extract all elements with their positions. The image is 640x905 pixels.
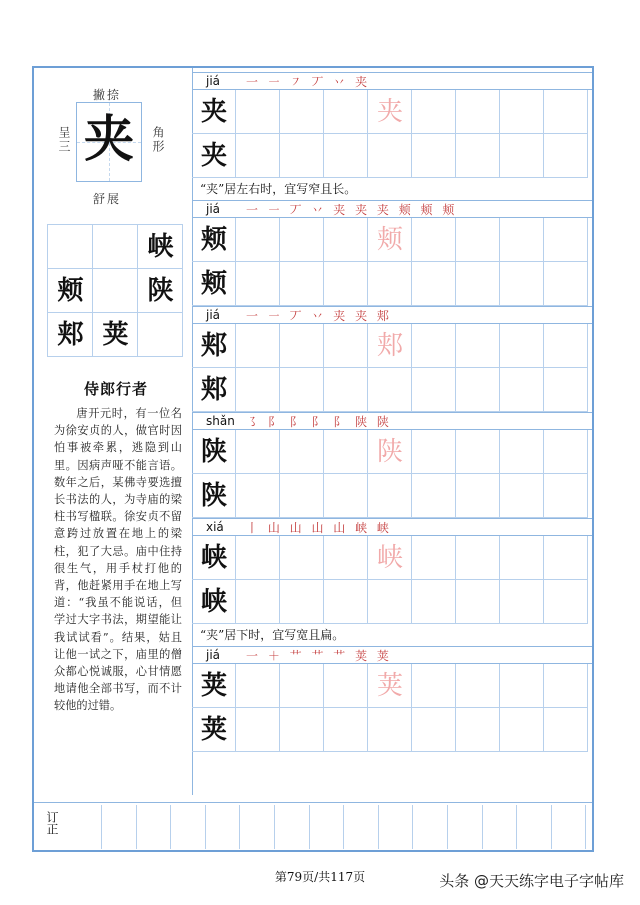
key-label-left: 呈三 <box>57 126 71 154</box>
correction-cell[interactable] <box>379 805 413 849</box>
pinyin-label: jiá <box>206 74 221 88</box>
correction-cell[interactable] <box>552 805 586 849</box>
page-number: 第79页/共117页 <box>274 870 366 884</box>
model-char: 颊 <box>200 269 227 299</box>
practice-grid-row <box>192 262 592 306</box>
key-label-bottom: 舒展 <box>93 192 122 206</box>
practice-cell[interactable] <box>324 324 368 368</box>
correction-cell[interactable] <box>276 805 310 849</box>
stroke-order: 一 ㇐ ㇇ 丆 丷 夹 <box>246 75 371 89</box>
practice-cell[interactable] <box>324 580 368 624</box>
stroke-order: 一 ㇐ 丆 丷 夹 夹 夹 颊 颊 颊 <box>246 203 458 217</box>
pinyin-row <box>192 306 592 324</box>
practice-cell[interactable] <box>456 536 500 580</box>
practice-cell[interactable] <box>456 134 500 178</box>
practice-cell[interactable] <box>236 134 280 178</box>
practice-cell[interactable] <box>412 90 456 134</box>
model-char: 峡 <box>200 543 227 573</box>
trace-char: 郏 <box>376 331 403 361</box>
practice-cell[interactable] <box>544 262 588 306</box>
practice-cell[interactable] <box>324 368 368 412</box>
pinyin-label: jiá <box>206 308 221 322</box>
practice-cell[interactable] <box>236 536 280 580</box>
mini-grid-char <box>93 269 138 313</box>
practice-cell[interactable] <box>412 430 456 474</box>
practice-cell[interactable] <box>236 90 280 134</box>
practice-cell[interactable] <box>280 368 324 412</box>
practice-cell[interactable] <box>500 368 544 412</box>
practice-cell[interactable] <box>456 262 500 306</box>
correction-cell[interactable] <box>206 805 240 849</box>
practice-cell[interactable] <box>236 368 280 412</box>
model-char: 郏 <box>200 375 227 405</box>
practice-cell[interactable] <box>456 664 500 708</box>
practice-grid-row <box>192 430 592 474</box>
practice-cell[interactable] <box>280 474 324 518</box>
practice-cell[interactable] <box>236 430 280 474</box>
model-char: 夹 <box>200 97 227 127</box>
practice-cell[interactable] <box>236 708 280 752</box>
correction-cell[interactable] <box>137 805 171 849</box>
practice-cell[interactable] <box>280 664 324 708</box>
practice-cell[interactable] <box>368 368 412 412</box>
practice-cell[interactable] <box>544 580 588 624</box>
pinyin-row <box>192 518 592 536</box>
practice-cell[interactable] <box>456 580 500 624</box>
practice-cell[interactable] <box>324 536 368 580</box>
mini-grid-char: 陕 <box>147 276 174 306</box>
model-char: 陕 <box>200 481 227 511</box>
correction-cell[interactable] <box>345 805 379 849</box>
trace-char: 峡 <box>376 543 403 573</box>
practice-grid-row <box>192 580 592 624</box>
correction-cell[interactable] <box>241 805 275 849</box>
practice-cell[interactable] <box>236 262 280 306</box>
practice-cell[interactable] <box>324 474 368 518</box>
pinyin-label: xiá <box>206 520 224 534</box>
practice-cell[interactable] <box>500 218 544 262</box>
trace-char: 颊 <box>376 225 403 255</box>
practice-grid-row <box>192 134 592 178</box>
model-char: 夹 <box>200 141 227 171</box>
correction-row <box>34 802 592 851</box>
model-char: 荚 <box>200 671 227 701</box>
mini-grid-char <box>48 225 93 269</box>
practice-cell[interactable] <box>236 664 280 708</box>
practice-cell[interactable] <box>280 430 324 474</box>
practice-cell[interactable] <box>280 218 324 262</box>
trace-char: 夹 <box>376 97 403 127</box>
practice-cell[interactable] <box>500 708 544 752</box>
correction-cell[interactable] <box>414 805 448 849</box>
practice-cell[interactable] <box>500 430 544 474</box>
pinyin-label: jiá <box>206 648 221 662</box>
practice-grid-row <box>192 474 592 518</box>
key-char: 夹 <box>84 109 134 168</box>
correction-cell[interactable] <box>449 805 483 849</box>
practice-cell[interactable] <box>236 218 280 262</box>
practice-cell[interactable] <box>280 708 324 752</box>
stroke-order: 一 ㇐ 丆 丷 夹 夹 郏 <box>246 309 392 323</box>
practice-cell[interactable] <box>500 324 544 368</box>
rule-note: “夹”居左右时，宜写窄且长。 <box>200 182 357 196</box>
practice-cell[interactable] <box>544 134 588 178</box>
practice-cell[interactable] <box>280 90 324 134</box>
practice-cell[interactable] <box>324 134 368 178</box>
practice-grid-row <box>192 708 592 752</box>
practice-cell[interactable] <box>544 536 588 580</box>
mini-grid-char: 郏 <box>57 320 84 350</box>
model-char: 郏 <box>200 331 227 361</box>
practice-cell[interactable] <box>544 218 588 262</box>
pinyin-row <box>192 200 592 218</box>
practice-cell[interactable] <box>412 474 456 518</box>
stroke-order: 丨 山 山 山 山 峡 峡 <box>246 521 392 535</box>
model-char: 荚 <box>200 715 227 745</box>
practice-cell[interactable] <box>324 90 368 134</box>
practice-cell[interactable] <box>456 218 500 262</box>
practice-cell[interactable] <box>412 262 456 306</box>
practice-cell[interactable] <box>412 664 456 708</box>
mini-grid-char <box>93 225 138 269</box>
practice-cell[interactable] <box>236 580 280 624</box>
practice-cell[interactable] <box>368 262 412 306</box>
practice-cell[interactable] <box>236 474 280 518</box>
mini-grid-char: 峡 <box>147 232 174 262</box>
practice-cell[interactable] <box>368 708 412 752</box>
pinyin-label: jiá <box>206 202 221 216</box>
trace-char: 荚 <box>376 671 403 701</box>
practice-cell[interactable] <box>412 218 456 262</box>
practice-cell[interactable] <box>236 324 280 368</box>
correction-cell[interactable] <box>310 805 344 849</box>
pinyin-row <box>192 646 592 664</box>
practice-cell[interactable] <box>412 536 456 580</box>
practice-cell[interactable] <box>412 580 456 624</box>
rule-note: “夹”居下时，宜写宽且扁。 <box>200 628 345 642</box>
correction-cell[interactable] <box>172 805 206 849</box>
story-title: 侍郎行者 <box>83 380 148 398</box>
practice-cell[interactable] <box>412 134 456 178</box>
practice-grid-row <box>192 368 592 412</box>
practice-cell[interactable] <box>368 134 412 178</box>
practice-cell[interactable] <box>412 368 456 412</box>
practice-cell[interactable] <box>280 580 324 624</box>
trace-char: 陕 <box>376 437 403 467</box>
pinyin-row <box>192 412 592 430</box>
practice-cell[interactable] <box>280 324 324 368</box>
practice-cell[interactable] <box>324 430 368 474</box>
practice-cell[interactable] <box>280 134 324 178</box>
practice-cell[interactable] <box>544 664 588 708</box>
model-char: 峡 <box>200 587 227 617</box>
mini-grid-char <box>138 313 183 357</box>
practice-cell[interactable] <box>456 430 500 474</box>
mini-grid-char: 荚 <box>102 320 129 350</box>
practice-cell[interactable] <box>456 324 500 368</box>
key-label-top: 撇捺 <box>93 88 122 102</box>
pinyin-label: shǎn <box>206 414 235 428</box>
watermark: 头条 @天天练字电子字帖库 <box>439 872 624 890</box>
practice-cell[interactable] <box>324 708 368 752</box>
practice-cell[interactable] <box>280 536 324 580</box>
practice-grid-row <box>192 324 592 368</box>
stroke-order: 一 ＋ 艹 艹 艹 荚 荚 <box>246 649 392 663</box>
practice-cell[interactable] <box>280 262 324 306</box>
practice-cell[interactable] <box>500 580 544 624</box>
correction-cell[interactable] <box>103 805 137 849</box>
model-char: 陕 <box>200 437 227 467</box>
practice-cell[interactable] <box>544 708 588 752</box>
practice-cell[interactable] <box>412 324 456 368</box>
practice-cell[interactable] <box>456 708 500 752</box>
practice-cell[interactable] <box>324 664 368 708</box>
pinyin-row <box>192 72 592 90</box>
practice-cell[interactable] <box>500 664 544 708</box>
mini-grid <box>47 224 183 357</box>
practice-cell[interactable] <box>544 368 588 412</box>
mini-grid-char: 颊 <box>57 276 84 306</box>
stroke-order: ㇌ 阝 阝 阝 阝 陕 陕 <box>246 415 392 429</box>
practice-grid-row <box>192 664 592 708</box>
practice-cell[interactable] <box>324 262 368 306</box>
practice-cell[interactable] <box>456 474 500 518</box>
practice-cell[interactable] <box>500 134 544 178</box>
practice-cell[interactable] <box>544 474 588 518</box>
practice-cell[interactable] <box>412 708 456 752</box>
correction-cell[interactable] <box>68 805 102 849</box>
practice-cell[interactable] <box>368 580 412 624</box>
model-char: 颊 <box>200 225 227 255</box>
practice-cell[interactable] <box>500 536 544 580</box>
practice-grid-row <box>192 90 592 134</box>
practice-cell[interactable] <box>544 324 588 368</box>
practice-cell[interactable] <box>456 368 500 412</box>
practice-cell[interactable] <box>456 90 500 134</box>
practice-cell[interactable] <box>500 90 544 134</box>
practice-cell[interactable] <box>500 474 544 518</box>
correction-cell[interactable] <box>483 805 517 849</box>
practice-cell[interactable] <box>544 90 588 134</box>
practice-cell[interactable] <box>324 218 368 262</box>
story-text: 唐开元时，有一位名为徐安贞的人，做官时因怕事被牵累，逃隐到山里。因病声哑不能言语。数年之后，某佛寺要选擅长书法的人，为寺庙的梁柱书写楹联。徐安贞不留意跨过放置在地上的梁柱，犯了大忌。庙中住持很生气，用手杖打他的背，他赶紧用手在地上写道：“我虽不能说话，但学过大字书法，期望能让我试试看”。结果，姑且让他一试之下，庙里的僧众都心悦诚服，心甘情愿地请他全部书写，而不计较他的过错。 <box>54 407 182 713</box>
practice-cell[interactable] <box>500 262 544 306</box>
practice-grid-row <box>192 536 592 580</box>
practice-cell[interactable] <box>544 430 588 474</box>
practice-grid-row <box>192 218 592 262</box>
correction-cell[interactable] <box>518 805 552 849</box>
key-label-right: 角形 <box>151 126 165 154</box>
correction-label: 订正 <box>45 811 59 835</box>
practice-cell[interactable] <box>368 474 412 518</box>
